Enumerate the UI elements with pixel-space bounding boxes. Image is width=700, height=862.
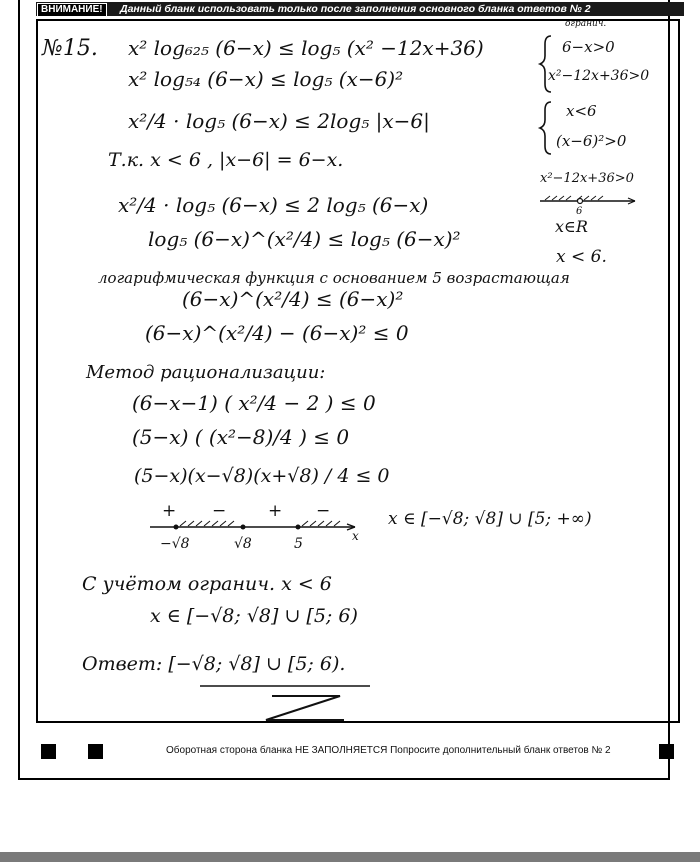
constraint-1: 6−x>0: [562, 38, 615, 56]
solution-line-16: x ∈ [−√8; √8] ∪ [5; 6): [150, 605, 358, 627]
point-label-1: −√8: [160, 536, 190, 552]
solution-line-8: (6−x)^(x²/4) ≤ (6−x)²: [182, 287, 404, 311]
x-in-r: x∈R: [555, 217, 588, 236]
warning-label: ВНИМАНИЕ!: [37, 3, 107, 17]
solution-line-11: (6−x−1) ( x²/4 − 2 ) ≤ 0: [132, 391, 376, 415]
solution-line-10: Метод рационализации:: [86, 362, 326, 383]
solution-line-4: Т.к. x < 6 , |x−6| = 6−x.: [108, 149, 344, 171]
solution-line-13: (5−x)(x−√8)(x+√8) / 4 ≤ 0: [134, 465, 390, 487]
warning-text: Данный бланк использовать только после заполнения основного бланка ответов № 2: [120, 3, 591, 15]
solution-line-15: С учётом огранич. x < 6: [82, 573, 332, 595]
task-number: №15.: [42, 36, 98, 61]
solution-line-7: логарифмическая функция с основанием 5 возрастающая: [98, 269, 570, 287]
sign-3: +: [268, 501, 283, 521]
solution-line-9: (6−x)^(x²/4) − (6−x)² ≤ 0: [145, 321, 409, 345]
bottom-band: [0, 852, 700, 862]
solution-line-6: log₅ (6−x)^(x²/4) ≤ log₅ (6−x)²: [148, 227, 461, 251]
solution-line-14: x ∈ [−√8; √8] ∪ [5; +∞): [388, 509, 592, 529]
solution-line-5: x²/4 · log₅ (6−x) ≤ 2 log₅ (6−x): [118, 193, 429, 217]
point-label-3: 5: [294, 536, 303, 552]
axis-label: x: [352, 529, 359, 543]
solution-line-1: x² log₆₂₅ (6−x) ≤ log₅ (x² −12x+36): [128, 36, 484, 60]
constraint-4: (x−6)²>0: [556, 132, 627, 150]
solution-line-12: (5−x) ( (x²−8)/4 ) ≤ 0: [132, 425, 350, 449]
aux-inequality: x²−12x+36>0: [540, 171, 634, 186]
corner-marker-right: [659, 744, 674, 759]
solution-line-17: Ответ: [−√8; √8] ∪ [5; 6).: [82, 653, 346, 675]
footer-note: Оборотная сторона бланка НЕ ЗАПОЛНЯЕТСЯ Попросите дополнительный бланк ответов № 2: [166, 745, 611, 756]
constraint-2: x²−12x+36>0: [548, 68, 650, 84]
solution-line-3: x²/4 · log₅ (6−x) ≤ 2log₅ |x−6|: [128, 109, 430, 133]
constraints-column: [540, 19, 649, 267]
constraints-title: огранич.: [565, 19, 607, 29]
solution-line-2: x² log₅₄ (6−x) ≤ log₅ (x−6)²: [128, 67, 404, 91]
sign-4: −: [316, 501, 331, 521]
sign-1: +: [162, 501, 177, 521]
point-label-2: √8: [234, 536, 252, 552]
sign-2: −: [212, 501, 227, 521]
constraint-3: x<6: [566, 102, 597, 120]
corner-marker-left-2: [88, 744, 103, 759]
aux-point: 6: [576, 206, 583, 217]
constraint-result: x < 6.: [556, 247, 607, 267]
corner-marker-left-1: [41, 744, 56, 759]
z-closing-mark: [266, 696, 344, 720]
sign-chart: [150, 501, 359, 552]
